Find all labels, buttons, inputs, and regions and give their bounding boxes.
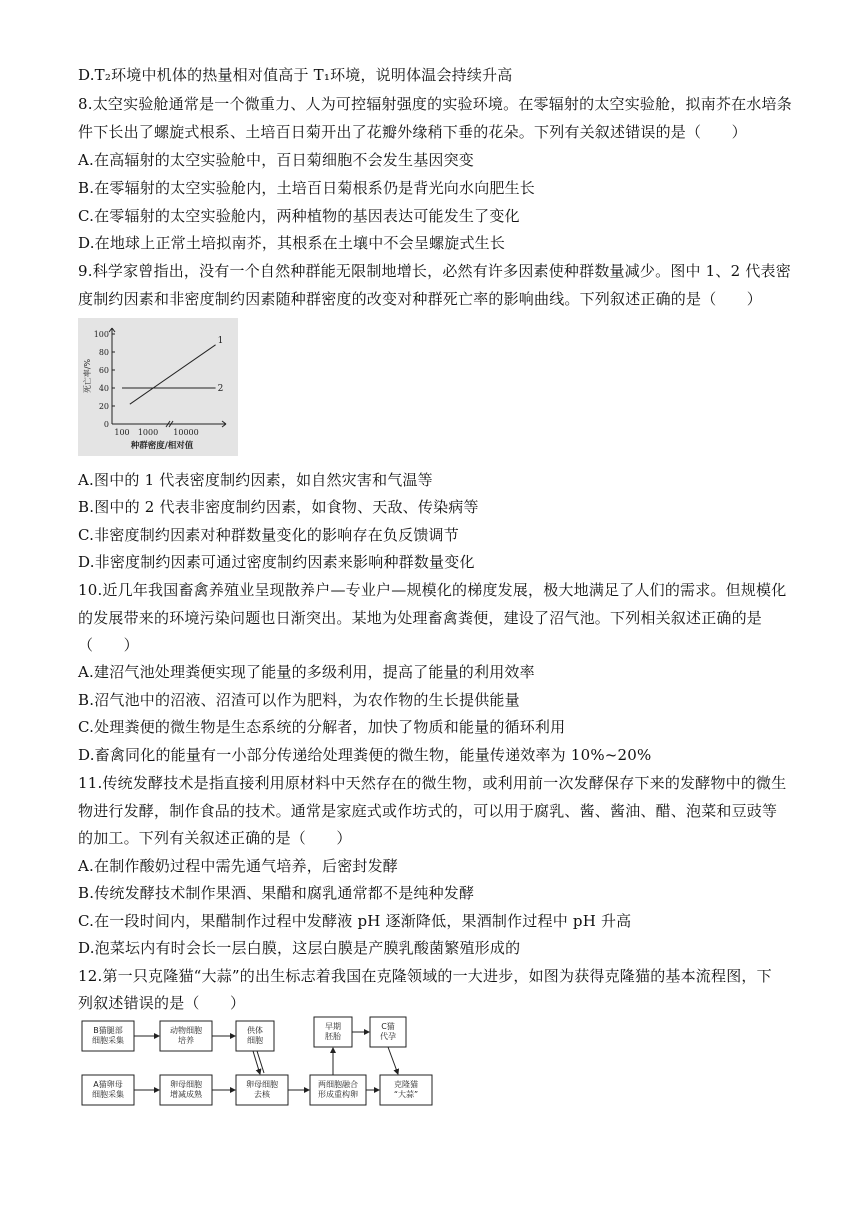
q10-answer-bracket: （ ） — [78, 636, 139, 654]
mortality-chart-svg — [78, 318, 238, 456]
q10-option-c: C.处理粪便的微生物是生态系统的分解者，加快了物质和能量的循环利用 — [78, 718, 566, 736]
q10-option-b: B.沼气池中的沼液、沼渣可以作为肥料，为农作物的生长提供能量 — [78, 691, 520, 709]
q9-stem-line-2: 度制约因素和非密度制约因素随种群密度的改变对种群死亡率的影响曲线。下列叙述正确的是（ ） — [78, 290, 763, 308]
q8-stem-line-1: 8.太空实验舱通常是一个微重力、人为可控辐射强度的实验环境。在零辐射的太空实验舱，拟南芥在水培条 — [78, 95, 792, 113]
curve-2-label: 2 — [217, 384, 224, 394]
chart-y-label: 死亡率/% — [83, 358, 92, 394]
flow-label-a1: A猫卵母细胞采集 — [92, 1080, 124, 1099]
y-tick-label: 20 — [98, 402, 109, 411]
x-tick-label: 10000 — [173, 428, 199, 437]
y-tick-label: 0 — [103, 420, 109, 429]
q10-stem-line-1: 10.近几年我国畜禽养殖业呈现散养户—专业户—规模化的梯度发展，极大地满足了人们的需求。但规模化 — [78, 581, 787, 599]
y-tick-label: 40 — [98, 384, 109, 393]
q11-stem-line-1: 11.传统发酵技术是指直接利用原材料中天然存在的微生物，或利用前一次发酵保存下来的发酵物中的微生 — [78, 774, 787, 792]
q9-option-a: A.图中的 1 代表密度制约因素，如自然灾害和气温等 — [78, 471, 433, 489]
flow-label-b1: B猫腿部细胞采集 — [92, 1026, 124, 1045]
flow-label-a5: 克隆猫“大蒜” — [393, 1080, 419, 1099]
flow-label-a2: 卵母细胞增减成熟 — [170, 1080, 202, 1099]
q7-option-d: D.T₂环境中机体的热量相对值高于 T₁环境，说明体温会持续升高 — [78, 66, 513, 84]
q8-option-a: A.在高辐射的太空实验舱中，百日菊细胞不会发生基因突变 — [78, 151, 475, 169]
flow-label-a4: 两细胞融合形成重构卵 — [318, 1080, 358, 1099]
q9-option-b: B.图中的 2 代表非密度制约因素，如食物、天敌、传染病等 — [78, 498, 479, 516]
flow-label-b2: 动物细胞培养 — [170, 1026, 202, 1045]
q9-option-c: C.非密度制约因素对种群数量变化的影响存在负反馈调节 — [78, 526, 459, 544]
q10-stem-line-2: 的发展带来的环境污染问题也日渐突出。某地为处理畜禽粪便，建设了沼气池。下列相关叙述正确的是 — [78, 609, 763, 627]
q11-option-b: B.传统发酵技术制作果酒、果醋和腐乳通常都不是纯种发酵 — [78, 884, 475, 902]
q11-option-d: D.泡菜坛内有时会长一层白膜，这层白膜是产膜乳酸菌繁殖形成的 — [78, 939, 521, 957]
chart-x-label: 种群密度/相对值 — [130, 441, 194, 451]
y-tick-label: 100 — [93, 330, 109, 339]
q8-stem-line-2: 件下长出了螺旋式根系、土培百日菊开出了花瓣外缘稍下垂的花朵。下列有关叙述错误的是（ ） — [78, 123, 747, 141]
series-1-line — [130, 345, 216, 404]
q12-stem-line-1: 12.第一只克隆猫“大蒜”的出生标志着我国在克隆领域的一大进步，如图为获得克隆猫的基本流程图，下 — [78, 967, 772, 985]
mortality-chart — [78, 318, 238, 456]
flow-label-b3: 供体细胞 — [247, 1026, 263, 1045]
x-tick-label: 1000 — [137, 428, 159, 437]
y-tick-label: 60 — [98, 366, 109, 375]
flow-label-a3: 卵母细胞去核 — [246, 1080, 278, 1099]
q8-option-b: B.在零辐射的太空实验舱内，土培百日菊根系仍是背光向水向肥生长 — [78, 179, 535, 197]
cloning-flowchart-svg — [78, 1015, 438, 1115]
q11-option-a: A.在制作酸奶过程中需先通气培养，后密封发酵 — [78, 857, 399, 875]
q10-option-a: A.建沼气池处理粪便实现了能量的多级利用，提高了能量的利用效率 — [78, 663, 535, 681]
cloning-flowchart — [78, 1015, 438, 1115]
q8-option-c: C.在零辐射的太空实验舱内，两种植物的基因表达可能发生了变化 — [78, 207, 520, 225]
q9-stem-line-1: 9.科学家曾指出，没有一个自然种群能无限制地增长，必然有许多因素使种群数量减少。图中 1、2 代表密 — [78, 262, 791, 280]
q11-option-c: C.在一段时间内，果醋制作过程中发酵液 pH 逐渐降低，果酒制作过程中 pH 升高 — [78, 912, 632, 930]
curve-1-label: 1 — [217, 335, 224, 346]
q11-stem-line-2: 物进行发酵，制作食品的技术。通常是家庭式或作坊式的，可以用于腐乳、酱、酱油、醋、泡菜和豆豉等 — [78, 802, 778, 820]
flow-label-b5: C猫代孕 — [380, 1022, 396, 1041]
q11-stem-line-3: 的加工。下列有关叙述正确的是（ ） — [78, 829, 352, 847]
flow-label-b4: 早期胚胎 — [325, 1022, 341, 1041]
y-tick-label: 80 — [98, 348, 109, 357]
q12-stem-line-2: 列叙述错误的是（ ） — [78, 994, 246, 1012]
q9-option-d: D.非密度制约因素可通过密度制约因素来影响种群数量变化 — [78, 553, 475, 571]
q10-option-d: D.畜禽同化的能量有一小部分传递给处理粪便的微生物，能量传递效率为 10%~20% — [78, 746, 652, 764]
q8-option-d: D.在地球上正常土培拟南芥，其根系在土壤中不会呈螺旋式生长 — [78, 234, 506, 252]
x-tick-label: 100 — [114, 428, 130, 437]
